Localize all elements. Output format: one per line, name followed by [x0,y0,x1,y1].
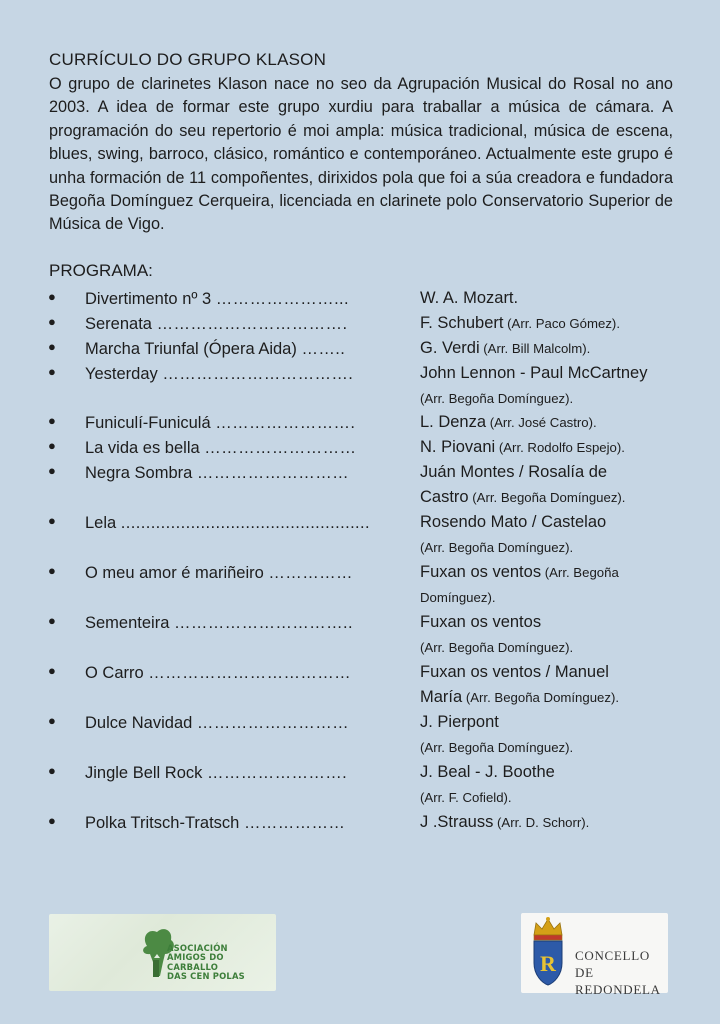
composer-line: G. Verdi (Arr. Bill Malcolm). [420,339,591,357]
bullet-icon: ● [48,289,56,304]
composer-line [420,785,690,810]
composer-line: Fuxan os ventos [420,613,542,631]
work-title: Negra Sombra ……………………… [85,464,350,482]
work-title: Divertimento nº 3 …………………... [85,290,350,308]
leader-dots: ……………………………. [162,365,354,383]
bullet-icon: ● [48,563,56,578]
composer [420,660,690,710]
composer-line: J. Pierpont [420,713,499,731]
bullet-icon: ● [48,613,56,628]
composer [420,710,690,760]
composer-line: Fuxan os ventos (Arr. Begoña [420,563,619,581]
work-title: O Carro ……………………………… [85,664,352,682]
bullet-icon: ● [48,813,56,828]
curriculum-paragraph: O grupo de clarinetes Klason nace no seo da Agrupación Musical do Rosal no ano 2003. A idea de formar este grupo xurdiu para traballar a música de cámara. A programación do seu repertorio é moi ampla: música tradicional, música de escena, blues, swing, barroco, clásico, romántico e contemporáneo. Actualmente este grupo é unha formación de 11 compoñentes, dirixidos pola que foi a súa creadora e fundadora Begoña Domínguez Cerqueira, licenciada en clarinete polo Conservatorio Superior de Música de Vigo. [49,75,673,234]
arranger: (Arr. D. Schorr). [493,815,590,830]
association-name: ASOCIACIÓN AMIGOS DO CARBALLO DAS CEN POLAS [167,943,245,981]
arranger: (Arr. Begoña Domínguez). [420,540,574,555]
composer [420,810,690,835]
composer [420,460,690,510]
leader-dots: ……………………. [206,764,348,782]
work-title: Funiculí-Funiculá ……………………. [85,414,356,432]
bullet-icon: ● [48,364,56,379]
composer [420,361,690,411]
leader-dots: ……………………. [215,414,356,432]
composer-line [420,635,690,660]
composer-line: W. A. Mozart. [420,289,519,307]
leader-dots: ……………………………… [148,664,352,682]
arranger: (Arr. Begoña Domínguez). [420,391,574,406]
bullet-icon: ● [48,763,56,778]
leader-dots: ……………… [243,814,346,832]
curriculum-title: CURRÍCULO DO GRUPO KLASON [49,50,327,69]
arranger: (Arr. José Castro). [486,415,597,430]
arranger: (Arr. Paco Gómez). [503,316,620,331]
association-logo [49,914,276,991]
bullet-icon: ● [48,513,56,528]
composer-line: Rosendo Mato / Castelao [420,513,607,531]
composer-line: Juán Montes / Rosalía de [420,463,608,481]
leader-dots: ………………………….. [173,614,353,632]
composer-line: John Lennon - Paul McCartney [420,364,648,382]
composer [420,560,690,610]
bullet-icon: ● [48,314,56,329]
composer [420,610,690,660]
composer-line [420,386,690,411]
arranger: (Arr. Begoña Domínguez). [420,640,574,655]
arranger: (Arr. Rodolfo Espejo). [495,440,625,455]
leader-dots: ……………………… [196,714,350,732]
composer-line: N. Piovani (Arr. Rodolfo Espejo). [420,438,625,456]
arranger: (Arr. Bill Malcolm). [479,341,591,356]
composer-line: Fuxan os ventos / Manuel [420,663,609,681]
leader-dots: …….. [301,340,346,358]
bullet-icon: ● [48,438,56,453]
composer [420,311,690,336]
svg-text:R: R [540,951,556,976]
arranger: Domínguez). [420,590,496,605]
arranger: (Arr. F. Cofield). [420,790,512,805]
work-title: Serenata ……………………………. [85,315,348,333]
work-title: Jingle Bell Rock ……………………. [85,764,348,782]
work-title: Lela .................................................. [85,514,371,532]
arranger: (Arr. Begoña Domínguez). [420,740,574,755]
composer-line [420,535,690,560]
leader-dots: …………… [268,564,353,582]
composer-line [420,735,690,760]
work-title: Sementeira ………………………….. [85,614,353,632]
work-title: Dulce Navidad ……………………… [85,714,350,732]
composer [420,435,690,460]
composer-line: F. Schubert (Arr. Paco Gómez). [420,314,620,332]
leader-dots: .................................................. [120,514,371,532]
composer [420,410,690,435]
composer-line: Castro (Arr. Begoña Domínguez). [420,488,626,506]
coat-of-arms-icon [526,913,576,993]
arranger: (Arr. Begoña Domínguez). [462,690,620,705]
composer [420,286,690,311]
work-title: Polka Tritsch-Tratsch ……………… [85,814,346,832]
work-title: O meu amor é mariñeiro …………… [85,564,353,582]
work-title: Marcha Triunfal (Ópera Aida) …….. [85,340,346,358]
bullet-icon: ● [48,713,56,728]
work-title: La vida es bella ……………………… [85,439,357,457]
leader-dots: ……………………… [196,464,350,482]
leader-dots: ……………………… [204,439,357,457]
arranger: (Arr. Begoña Domínguez). [468,490,626,505]
work-title: Yesterday ……………………………. [85,365,354,383]
bullet-icon: ● [48,413,56,428]
composer-line: J .Strauss (Arr. D. Schorr). [420,813,590,831]
composer-line: J. Beal - J. Boothe [420,763,555,781]
composer [420,760,690,810]
arranger: (Arr. Begoña [541,565,619,580]
leader-dots: …………………... [215,290,350,308]
leader-dots: ……………………………. [156,315,348,333]
bullet-icon: ● [48,339,56,354]
composer [420,336,690,361]
bullet-icon: ● [48,463,56,478]
concello-logo [521,913,668,997]
program-heading: PROGRAMA: [49,261,153,280]
bullet-icon: ● [48,663,56,678]
composer-line [420,585,690,610]
composer [420,510,690,560]
concello-name: CONCELLO DE REDONDELA [575,948,661,997]
composer-line: L. Denza (Arr. José Castro). [420,413,597,431]
composer-line: María (Arr. Begoña Domínguez). [420,688,620,706]
